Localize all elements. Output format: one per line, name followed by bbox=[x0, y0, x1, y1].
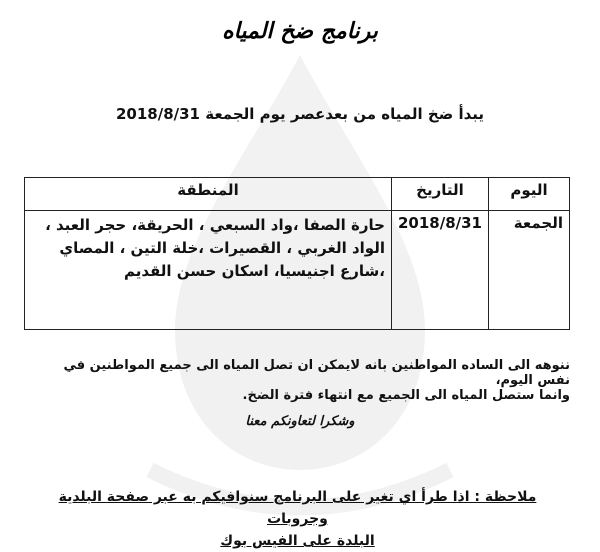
header-day: اليوم bbox=[489, 178, 570, 211]
pumping-start-statement: يبدأ ضخ المياه من بعدعصر يوم الجمعة 2018/8/31 bbox=[115, 105, 485, 123]
table-header-row bbox=[25, 178, 570, 211]
notice-line-1: ننوهه الى الساده المواطنين بانه لايمكن ان تصل المياه الى جميع المواطنين في نفس اليوم، bbox=[63, 358, 570, 388]
header-area: المنطقة bbox=[25, 178, 392, 211]
page-title: برنامج ضخ المياه bbox=[222, 18, 378, 44]
header-date: التاريخ bbox=[391, 178, 488, 211]
notice-line-2: وانما ستصل المياه الى الجميع مع انتهاء فترة الضخ. bbox=[242, 388, 570, 403]
pumping-schedule-table bbox=[24, 177, 570, 330]
row-day: الجمعة bbox=[489, 211, 570, 330]
table-row bbox=[25, 211, 570, 330]
remark-line-1: ملاحظة : اذا طرأ اي تغير على البرنامج سنوافيكم به عبر صفحة البلدية وجروبات bbox=[58, 489, 537, 527]
remark-line-2: البلدة على الفيس بوك bbox=[220, 533, 375, 549]
thanks-line: وشكرا لتعاونكم معنا bbox=[245, 414, 355, 429]
row-date: 2018/8/31 bbox=[391, 211, 488, 330]
remark-block bbox=[30, 486, 565, 552]
row-areas: حارة الصفا ،واد السبعي ، الحريقة، حجر العبد ، الواد الغربي ، القصيرات ،خلة التين ، المصاي ،شارع اجنيسيا، اسكان حسن القديم bbox=[25, 211, 392, 330]
